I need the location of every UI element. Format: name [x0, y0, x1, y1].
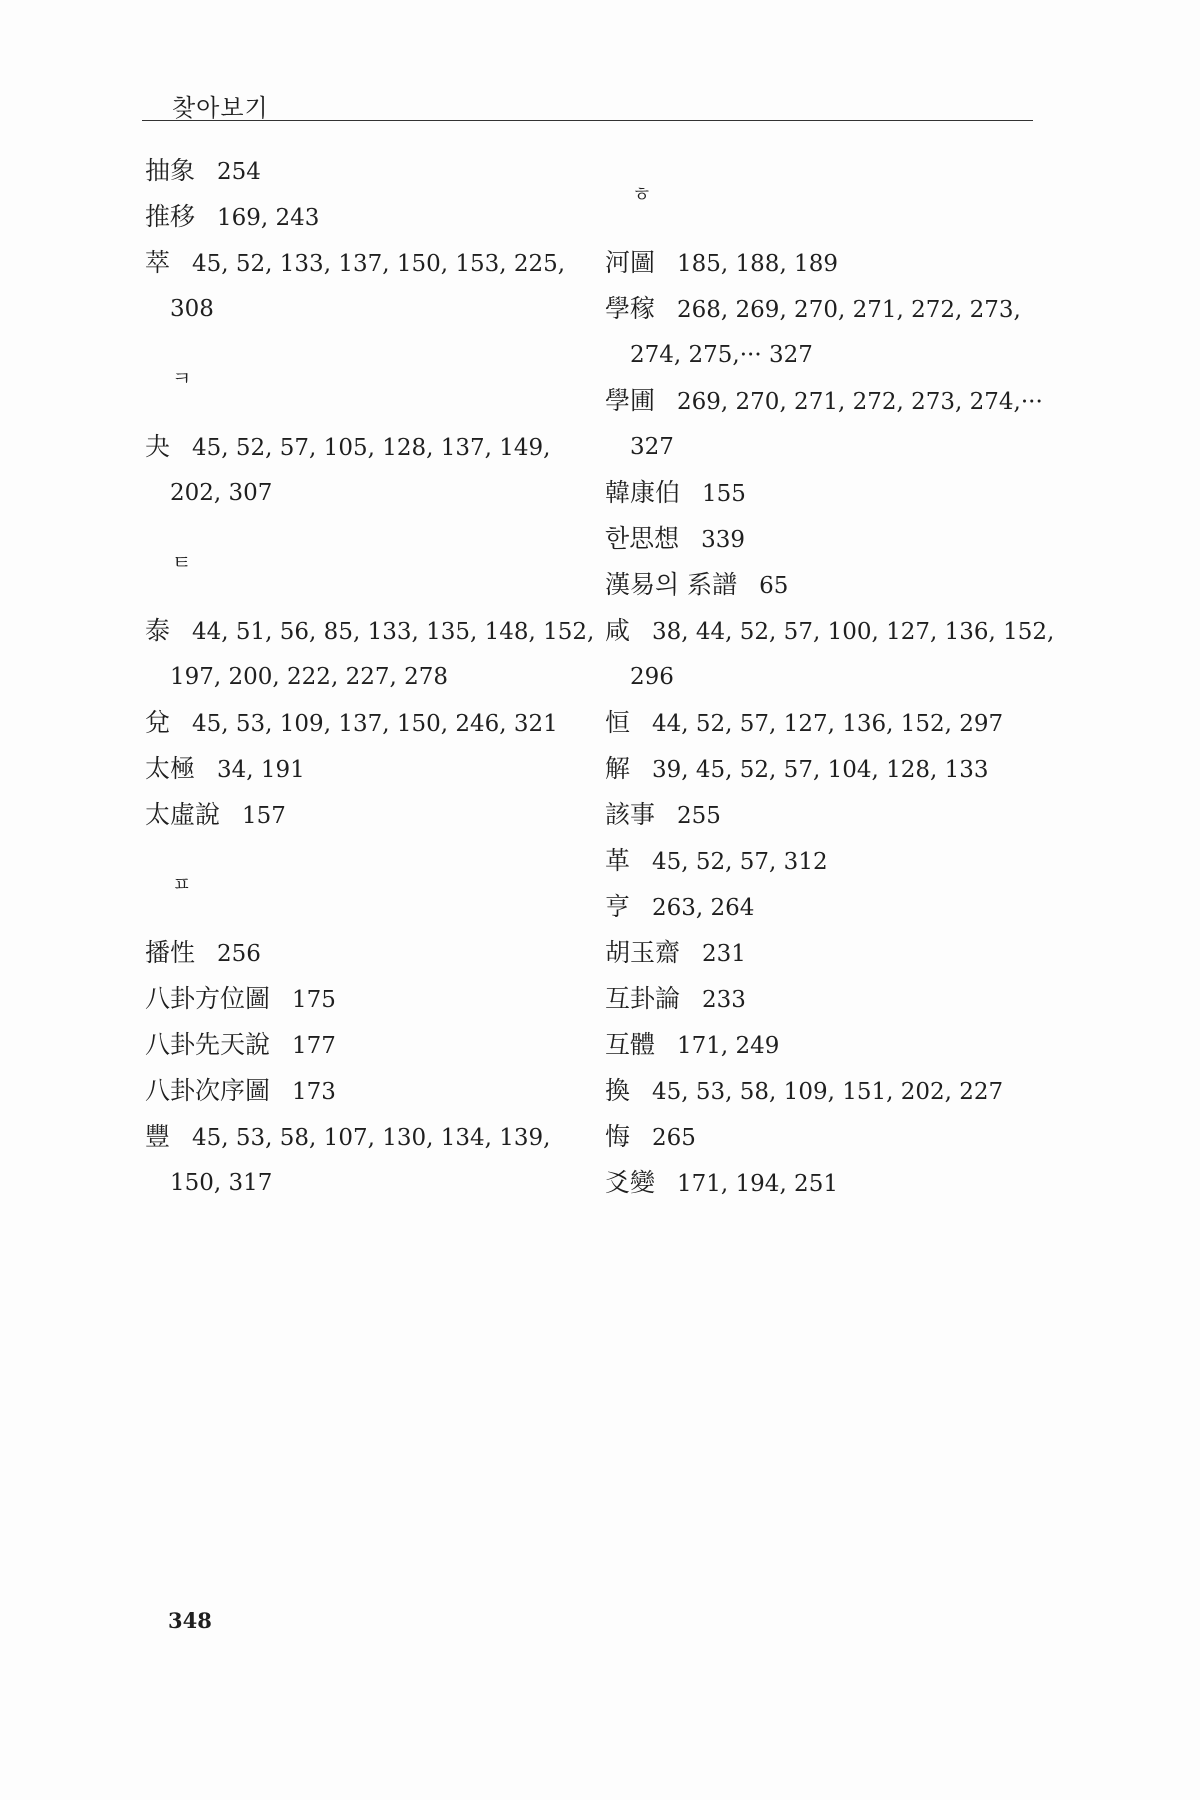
index-term: 漢易의 系譜 — [605, 570, 738, 599]
index-term: 八卦先天說 — [145, 1030, 271, 1059]
index-page-refs: 45, 52, 133, 137, 150, 153, 225, — [192, 251, 566, 277]
index-entry — [605, 700, 1035, 746]
index-entry — [145, 424, 570, 470]
index-term: 泰 — [145, 616, 171, 645]
index-page-refs: 34, 191 — [217, 757, 305, 783]
index-entry — [145, 700, 570, 746]
index-entry — [145, 1022, 570, 1068]
index-page-refs: 155 — [702, 481, 746, 507]
index-entry — [145, 240, 570, 286]
index-column-right — [605, 148, 1055, 1206]
index-entry — [145, 792, 570, 838]
index-page-refs: 256 — [217, 941, 261, 967]
index-entry — [605, 562, 1035, 608]
index-page-refs: 263, 264 — [652, 895, 755, 921]
index-page-refs: 169, 243 — [217, 205, 320, 231]
index-entry — [605, 470, 1035, 516]
index-page-refs: 254 — [217, 159, 261, 185]
index-page-refs: 45, 52, 57, 312 — [652, 849, 828, 875]
index-entry — [605, 792, 1035, 838]
index-entry — [605, 976, 1035, 1022]
index-entry — [605, 1022, 1035, 1068]
index-entry — [145, 1068, 570, 1114]
index-page-refs: 171, 194, 251 — [677, 1171, 838, 1197]
index-page-refs: 177 — [292, 1033, 336, 1059]
index-entry — [605, 286, 1035, 332]
index-section-letter: ㅋ — [172, 366, 192, 390]
index-term: 한思想 — [605, 524, 680, 553]
index-page-refs: 269, 270, 271, 272, 273, 274,··· — [677, 389, 1043, 415]
index-term: 抽象 — [145, 156, 196, 185]
index-entry — [605, 884, 1035, 930]
index-term: 兌 — [145, 708, 171, 737]
index-page-refs: 175 — [292, 987, 336, 1013]
index-term: 解 — [605, 754, 631, 783]
index-entry-continuation: 308 — [170, 296, 214, 322]
index-page-refs: 265 — [652, 1125, 696, 1151]
index-page-refs: 157 — [242, 803, 286, 829]
index-entry — [605, 378, 1043, 424]
index-entry — [605, 746, 1035, 792]
index-entry-continuation: 150, 317 — [170, 1170, 273, 1196]
index-entry — [145, 930, 570, 976]
index-section-letter: ㅍ — [172, 872, 192, 896]
index-term: 夬 — [145, 432, 171, 461]
index-page-refs: 44, 52, 57, 127, 136, 152, 297 — [652, 711, 1004, 737]
index-term: 互卦論 — [605, 984, 681, 1013]
index-entry — [605, 838, 1035, 884]
index-term: 豐 — [145, 1122, 171, 1151]
index-page-refs: 233 — [702, 987, 746, 1013]
page-number: 348 — [168, 1608, 212, 1633]
index-page-refs: 231 — [702, 941, 746, 967]
index-term: 恒 — [605, 708, 631, 737]
index-term: 悔 — [605, 1122, 631, 1151]
index-entry — [145, 1114, 570, 1160]
index-page-refs: 171, 249 — [677, 1033, 780, 1059]
index-page-refs: 45, 53, 109, 137, 150, 246, 321 — [192, 711, 558, 737]
index-page-refs: 45, 53, 58, 107, 130, 134, 139, — [192, 1125, 551, 1151]
index-entry — [605, 1068, 1035, 1114]
index-entry — [145, 194, 570, 240]
index-page-refs: 45, 53, 58, 109, 151, 202, 227 — [652, 1079, 1004, 1105]
index-entry-continuation: 274, 275,··· 327 — [630, 342, 813, 368]
index-page-refs: 268, 269, 270, 271, 272, 273, — [677, 297, 1021, 323]
index-entry — [145, 746, 570, 792]
index-page-refs: 44, 51, 56, 85, 133, 135, 148, 152, — [192, 619, 595, 645]
index-page-refs: 39, 45, 52, 57, 104, 128, 133 — [652, 757, 989, 783]
index-entry — [605, 516, 1035, 562]
index-entry — [145, 976, 570, 1022]
index-entry — [145, 148, 570, 194]
index-term: 亨 — [605, 892, 631, 921]
index-entry — [605, 930, 1035, 976]
index-term: 咸 — [605, 616, 631, 645]
index-section-letter: ㅌ — [172, 550, 192, 574]
index-term: 太極 — [145, 754, 196, 783]
index-term: 互體 — [605, 1030, 656, 1059]
index-entry — [605, 240, 1035, 286]
index-term: 推移 — [145, 202, 196, 231]
index-entry-continuation: 197, 200, 222, 227, 278 — [170, 664, 448, 690]
index-section-letter: ㅎ — [632, 182, 652, 206]
index-page-refs: 38, 44, 52, 57, 100, 127, 136, 152, — [652, 619, 1055, 645]
index-term: 萃 — [145, 248, 171, 277]
index-term: 八卦方位圖 — [145, 984, 271, 1013]
index-entry — [605, 1160, 1035, 1206]
index-page-refs: 65 — [759, 573, 789, 599]
index-entry — [605, 608, 1055, 654]
header-rule — [142, 120, 1033, 121]
index-term: 八卦次序圖 — [145, 1076, 271, 1105]
index-entry-continuation: 202, 307 — [170, 480, 273, 506]
index-page-refs: 339 — [701, 527, 746, 553]
index-term: 太虛說 — [145, 800, 221, 829]
index-term: 革 — [605, 846, 631, 875]
running-head: 찾아보기 — [172, 94, 269, 122]
index-term: 學稼 — [605, 294, 656, 323]
index-entry-continuation: 296 — [630, 664, 674, 690]
index-term: 胡玉齋 — [605, 938, 681, 967]
index-entry-continuation: 327 — [630, 434, 674, 460]
index-page-refs: 45, 52, 57, 105, 128, 137, 149, — [192, 435, 551, 461]
index-column-left — [145, 148, 595, 1206]
index-term: 該事 — [605, 800, 656, 829]
index-term: 換 — [605, 1076, 631, 1105]
index-term: 韓康伯 — [605, 478, 681, 507]
index-entry — [145, 608, 595, 654]
index-term: 河圖 — [605, 248, 656, 277]
index-page-refs: 173 — [292, 1079, 336, 1105]
index-term: 學圃 — [605, 386, 656, 415]
index-entry — [605, 1114, 1035, 1160]
index-page-refs: 185, 188, 189 — [677, 251, 838, 277]
index-page-refs: 255 — [677, 803, 721, 829]
index-term: 播性 — [145, 938, 196, 967]
index-term: 爻變 — [605, 1168, 656, 1197]
